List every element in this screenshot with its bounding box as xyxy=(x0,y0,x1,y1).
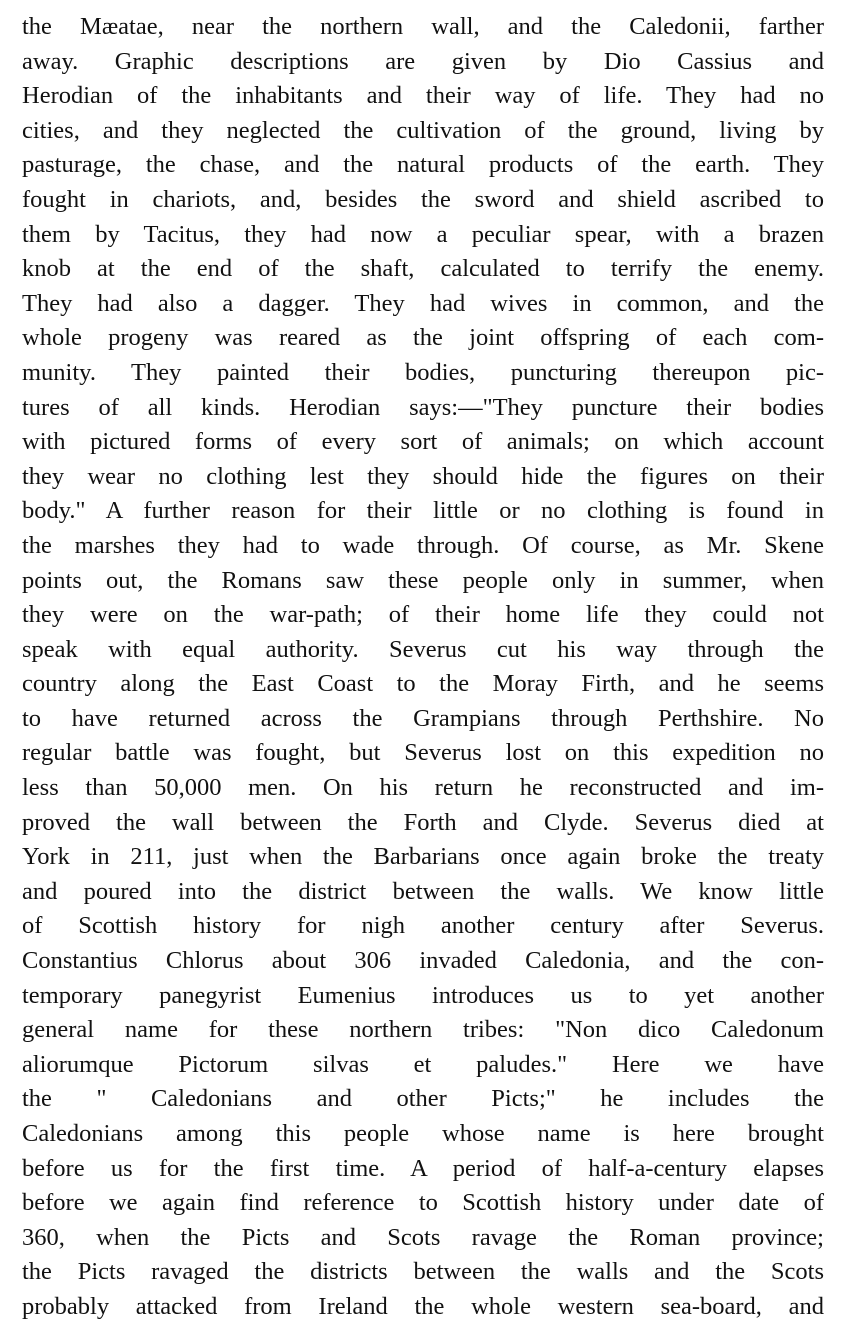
text-line-31: aliorumque Pictorum silvas et paludes." Here we have xyxy=(22,1050,824,1078)
text-line-35: before we again find reference to Scottish history under date of xyxy=(22,1189,824,1217)
text-line-38: probably attacked from Ireland the whole western sea-board, and xyxy=(22,1292,824,1320)
text-line-37: the Picts ravaged the districts between the walls and the Scots xyxy=(22,1258,824,1286)
text-line-18: they were on the war-path; of their home life they could not xyxy=(22,601,824,629)
text-line-23: less than 50,000 men. On his return he reconstructed and im- xyxy=(22,774,824,802)
text-line-3: Herodian of the inhabitants and their way of life. They had no xyxy=(22,82,824,110)
text-line-8: knob at the end of the shaft, calculated to terrify the enemy. xyxy=(22,255,824,283)
text-line-36: 360, when the Picts and Scots ravage the Roman province; xyxy=(22,1223,824,1251)
text-line-10: whole progeny was reared as the joint offspring of each com- xyxy=(22,324,824,352)
text-line-33: Caledonians among this people whose name is here brought xyxy=(22,1120,824,1147)
text-line-22: regular battle was fought, but Severus lost on this expedition no xyxy=(22,739,824,767)
page-text xyxy=(22,10,824,1325)
text-line-24: proved the wall between the Forth and Clyde. Severus died at xyxy=(22,808,824,836)
text-line-9: They had also a dagger. They had wives in common, and the xyxy=(22,289,824,317)
text-line-5: pasturage, the chase, and the natural products of the earth. They xyxy=(22,151,824,179)
text-line-25: York in 211, just when the Barbarians once again broke the treaty xyxy=(22,843,824,871)
text-line-29: temporary panegyrist Eumenius introduces us to yet another xyxy=(22,981,824,1009)
text-line-19: speak with equal authority. Severus cut his way through the xyxy=(22,635,824,663)
text-line-30: general name for these northern tribes: "Non dico Caledonum xyxy=(22,1016,824,1044)
text-line-6: fought in chariots, and, besides the sword and shield ascribed to xyxy=(22,185,824,213)
text-line-28: Constantius Chlorus about 306 invaded Caledonia, and the con- xyxy=(22,947,824,975)
text-line-14: they wear no clothing lest they should hide the figures on their xyxy=(22,462,824,490)
text-line-12: tures of all kinds. Herodian says:—"They puncture their bodies xyxy=(22,393,824,421)
text-line-17: points out, the Romans saw these people only in summer, when xyxy=(22,566,824,594)
text-line-4: cities, and they neglected the cultivation of the ground, living by xyxy=(22,116,824,144)
text-line-11: munity. They painted their bodies, puncturing thereupon pic- xyxy=(22,358,824,386)
text-line-1: the Mæatae, near the northern wall, and the Caledonii, farther xyxy=(22,13,824,40)
text-line-16: the marshes they had to wade through. Of course, as Mr. Skene xyxy=(22,531,824,559)
text-line-15: body." A further reason for their little or no clothing is found in xyxy=(22,497,824,525)
text-line-27: of Scottish history for nigh another century after Severus. xyxy=(22,912,824,940)
text-line-32: the " Caledonians and other Picts;" he includes the xyxy=(22,1085,824,1113)
text-line-21: to have returned across the Grampians through Perthshire. No xyxy=(22,704,824,732)
text-line-7: them by Tacitus, they had now a peculiar spear, with a brazen xyxy=(22,220,824,248)
text-line-2: away. Graphic descriptions are given by Dio Cassius and xyxy=(22,47,824,75)
text-line-20: country along the East Coast to the Moray Firth, and he seems xyxy=(22,670,824,698)
text-line-13: with pictured forms of every sort of animals; on which account xyxy=(22,428,824,456)
text-line-34: before us for the first time. A period of half-a-century elapses xyxy=(22,1154,824,1182)
text-line-26: and poured into the district between the walls. We know little xyxy=(22,877,824,905)
